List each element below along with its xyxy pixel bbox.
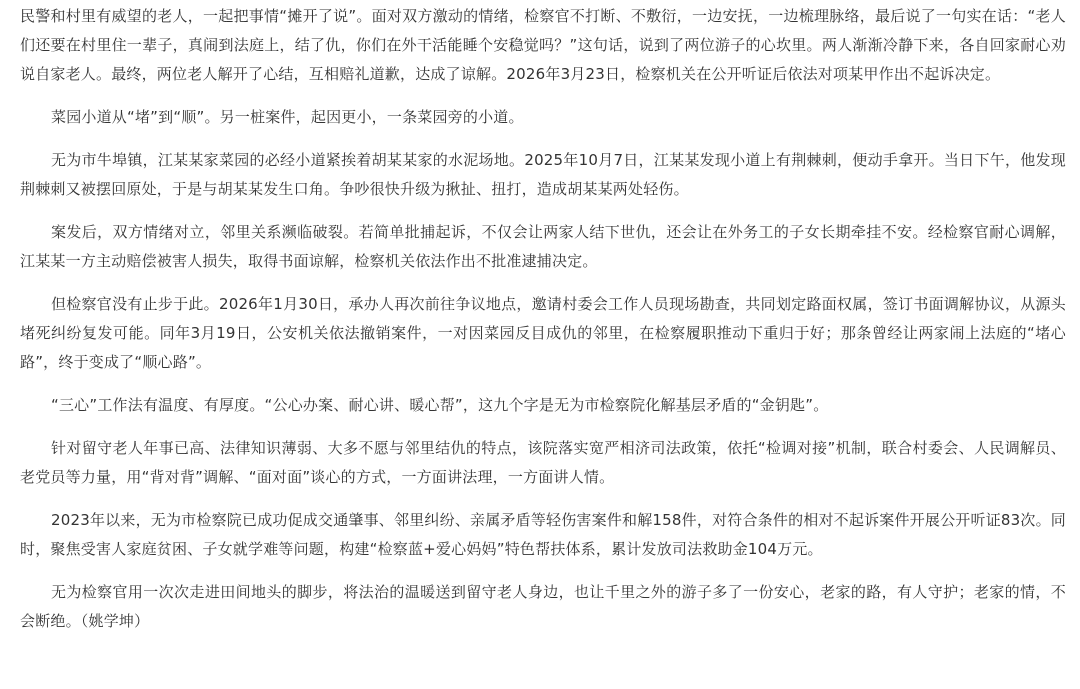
paragraph-statistics: 2023年以来，无为市检察院已成功促成交通肇事、邻里纠纷、亲属矛盾等轻伤害案件和解158件，对符合条件的相对不起诉案件开展公开听证83次。同时，聚焦受害人家庭贫困、子女就学难等问题，构建“检察蓝+爱心妈妈”特色帮扶体系，累计发放司法救助金104万元。 <box>20 511 1066 558</box>
paragraph-elderly-policy: 针对留守老人年事已高、法律知识薄弱、大多不愿与邻里结仇的特点，该院落实宽严相济司法政策，依托“检调对接”机制，联合村委会、人民调解员、老党员等力量，用“背对背”调解、“面对面”谈心的方式，一方面讲法理，一方面讲人情。 <box>20 439 1066 486</box>
article-body <box>20 2 1066 650</box>
paragraph-three-hearts: “三心”工作法有温度、有厚度。“公心办案、耐心讲、暖心帮”，这九个字是无为市检察院化解基层矛盾的“金钥匙”。 <box>51 396 829 414</box>
paragraph-conclusion: 无为检察官用一次次走进田间地头的脚步，将法治的温暖送到留守老人身边，也让千里之外的游子多了一份安心，老家的路，有人守护；老家的情，不会断绝。（姚学坤） <box>20 583 1066 630</box>
paragraph-after-incident: 案发后，双方情绪对立，邻里关系濒临破裂。若简单批捕起诉，不仅会让两家人结下世仇，还会让在外务工的子女长期牵挂不安。经检察官耐心调解，江某某一方主动赔偿被害人损失，取得书面谅解，检察机关依法作出不批准逮捕决定。 <box>20 223 1066 270</box>
paragraph-follow-up: 但检察官没有止步于此。2026年1月30日，承办人再次前往争议地点，邀请村委会工作人员现场勘查，共同划定路面权属，签订书面调解协议，从源头堵死纠纷复发可能。同年3月19日，公安机关依法撤销案件，一对因菜园反目成仇的邻里，在检察履职推动下重归于好；那条曾经让两家闹上法庭的“堵心路”，终于变成了“顺心路”。 <box>20 295 1066 371</box>
paragraph-mediation: 民警和村里有威望的老人，一起把事情“摊开了说”。面对双方激动的情绪，检察官不打断、不敷衍，一边安抚，一边梳理脉络，最后说了一句实在话：“老人们还要在村里住一辈子，真闹到法庭上，结了仇，你们在外干活能睡个安稳觉吗？”这句话，说到了两位游子的心坎里。两人渐渐冷静下来，各自回家耐心劝说自家老人。最终，两位老人解开了心结，互相赔礼道歉，达成了谅解。2026年3月23日，检察机关在公开听证后依法对项某甲作出不起诉决定。 <box>20 7 1066 83</box>
paragraph-garden-path-case: 无为市牛埠镇，江某某家菜园的必经小道紧挨着胡某某家的水泥场地。2025年10月7日，江某某发现小道上有荆棘刺，便动手拿开。当日下午，他发现荆棘刺又被摆回原处，于是与胡某某发生口角。争吵很快升级为揪扯、扭打，造成胡某某两处轻伤。 <box>20 151 1066 198</box>
paragraph-garden-path-heading: 菜园小道从“堵”到“顺”。另一桩案件，起因更小，一条菜园旁的小道。 <box>51 108 524 126</box>
